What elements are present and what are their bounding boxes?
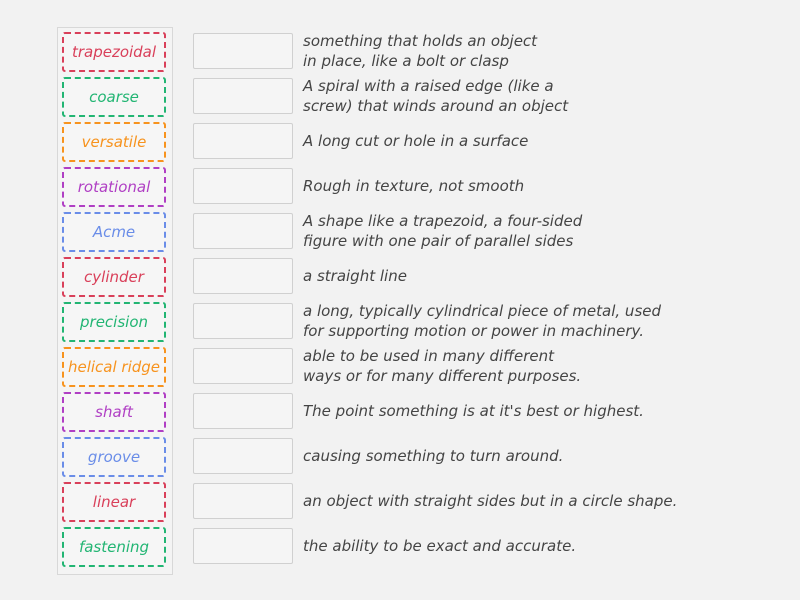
drop-slot[interactable] (193, 438, 293, 474)
definition-line: A long cut or hole in a surface (303, 132, 529, 150)
definition-line: A spiral with a raised edge (like a (303, 77, 554, 95)
definition-line: able to be used in many different (303, 347, 554, 365)
match-row (0, 302, 800, 342)
definition (303, 302, 661, 340)
definition (303, 257, 407, 295)
word-tile[interactable]: fastening (62, 527, 166, 567)
drop-slot[interactable] (193, 78, 293, 114)
definition-line: the ability to be exact and accurate. (303, 537, 577, 555)
definition (303, 212, 582, 250)
drop-slot[interactable] (193, 528, 293, 564)
word-tile[interactable]: helical ridge (62, 347, 166, 387)
match-row (0, 482, 800, 522)
match-row (0, 257, 800, 297)
drop-slot[interactable] (193, 168, 293, 204)
definition-line: a long, typically cylindrical piece of metal, used (303, 302, 662, 320)
match-row (0, 212, 800, 252)
definition-line: The point something is at it's best or highest. (303, 402, 644, 420)
word-tile[interactable]: linear (62, 482, 166, 522)
match-row (0, 437, 800, 477)
definition-line: an object with straight sides but in a circle shape. (303, 492, 678, 510)
drop-slot[interactable] (193, 303, 293, 339)
definition-line: something that holds an object (303, 32, 538, 50)
definition (303, 347, 581, 385)
definition (303, 482, 677, 520)
definition (303, 122, 528, 160)
word-tile[interactable]: precision (62, 302, 166, 342)
drop-slot[interactable] (193, 33, 293, 69)
definition-line: ways or for many different purposes. (303, 367, 582, 385)
match-row (0, 347, 800, 387)
drop-slot[interactable] (193, 213, 293, 249)
word-tile[interactable]: groove (62, 437, 166, 477)
definition-line: Rough in texture, not smooth (303, 177, 525, 195)
definition-line: figure with one pair of parallel sides (303, 232, 574, 250)
word-tile[interactable]: coarse (62, 77, 166, 117)
definition (303, 527, 576, 565)
definition (303, 437, 563, 475)
drop-slot[interactable] (193, 348, 293, 384)
definition-line: a straight line (303, 267, 407, 285)
match-row (0, 77, 800, 117)
definition-line: A shape like a trapezoid, a four-sided (303, 212, 583, 230)
drop-slot[interactable] (193, 123, 293, 159)
definition-line: causing something to turn around. (303, 447, 564, 465)
definition (303, 392, 644, 430)
drop-slot[interactable] (193, 258, 293, 294)
word-tile[interactable]: Acme (62, 212, 166, 252)
definition (303, 32, 537, 70)
drop-slot[interactable] (193, 393, 293, 429)
drop-slot[interactable] (193, 483, 293, 519)
definition-line: for supporting motion or power in machinery. (303, 322, 645, 340)
match-row (0, 167, 800, 207)
definition (303, 167, 524, 205)
word-tile[interactable]: shaft (62, 392, 166, 432)
definition-line: screw) that winds around an object (303, 97, 569, 115)
match-row (0, 527, 800, 567)
match-row (0, 32, 800, 72)
definition-line: in place, like a bolt or clasp (303, 52, 509, 70)
word-tile[interactable]: cylinder (62, 257, 166, 297)
definition (303, 77, 568, 115)
word-tile[interactable]: rotational (62, 167, 166, 207)
word-tile[interactable]: trapezoidal (62, 32, 166, 72)
match-row (0, 122, 800, 162)
word-tile[interactable]: versatile (62, 122, 166, 162)
match-row (0, 392, 800, 432)
